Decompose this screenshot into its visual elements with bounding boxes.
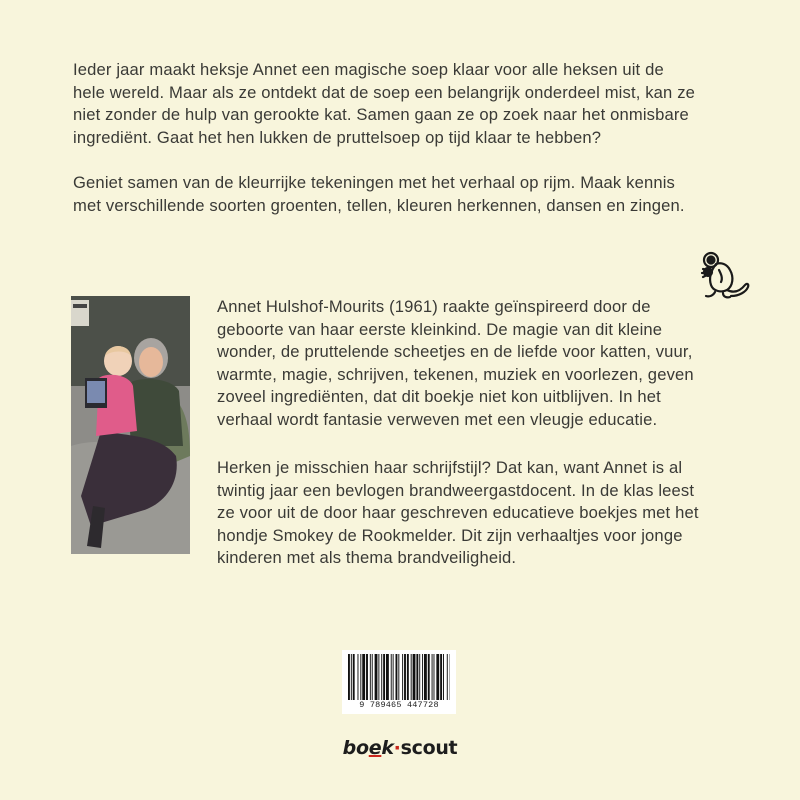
barcode-bar <box>358 654 359 700</box>
author-photo <box>71 296 190 554</box>
logo-text-k: k <box>381 737 394 759</box>
barcode-bar <box>381 654 382 700</box>
logo-text-bo: bo <box>342 737 369 759</box>
barcode-bar <box>386 654 389 700</box>
barcode-bar <box>434 654 435 700</box>
barcode-bar <box>383 654 385 700</box>
barcode-bar <box>447 654 448 700</box>
barcode-bar <box>416 654 418 700</box>
blurb-paragraph-1: Ieder jaar maakt heksje Annet een magische soep klaar voor alle heksen uit de hele wereld. Maar als ze ontdekt dat de soep een belangrijk onderdeel mist, kan ze niet zonder de hulp van gerookte kat. Samen gaan ze op zoek naar het onmisbare ingrediënt. Gaat het hen lukken de pruttelsoep op tijd klaar te hebben? <box>73 60 696 147</box>
barcode-bar <box>391 654 392 700</box>
barcode-bar <box>419 654 420 700</box>
barcode-bar <box>422 654 423 700</box>
barcode-bar <box>366 654 368 700</box>
barcode-bar <box>404 654 406 700</box>
barcode-bar <box>402 654 403 700</box>
barcode-bar <box>440 654 442 700</box>
publisher-logo <box>338 737 462 759</box>
barcode-bar <box>436 654 439 700</box>
logo-dot: · <box>393 737 401 759</box>
barcode-bar <box>411 654 412 700</box>
isbn-barcode <box>342 650 456 714</box>
barcode-bar <box>353 654 355 700</box>
barcode-bar <box>396 654 398 700</box>
barcode-bar <box>407 654 409 700</box>
mouse-icon <box>697 250 755 302</box>
barcode-bar <box>370 654 371 700</box>
barcode-bar <box>360 654 361 700</box>
barcode-bar <box>375 654 378 700</box>
barcode-bar <box>424 654 427 700</box>
logo-text-e: e <box>368 737 382 759</box>
blurb-paragraph-2: Geniet samen van de kleurrijke tekeningen met het verhaal op rijm. Maak kennis met verschillende soorten groenten, tellen, kleuren herkennen, dansen en zingen. <box>73 173 685 215</box>
author-bio-paragraph-1: Annet Hulshof-Mourits (1961) raakte geïnspireerd door de geboorte van haar eerste kleinkind. De magie van dit kleine wonder, de pruttelende scheetjes en de liefde voor katten, vuur, warmte, magie, schrijven, tekenen, muziek en voorlezen, geven zoveel ingrediënten, dat dit boekje niet kon uitblijven. In het verhaal wordt fantasie verweven met een vleugje educatie. <box>217 297 694 429</box>
author-bio-paragraph-2: Herken je misschien haar schrijfstijl? Dat kan, want Annet is al twintig jaar een bevlogen brandweergastdocent. In de klas leest ze voor uit de door haar geschreven educatieve boekjes met het hondje Smokey de Rookmelder. Dit zijn verhaaltjes voor jonge kinderen met als thema brandveiligheid. <box>217 458 699 568</box>
barcode-bar <box>432 654 433 700</box>
barcode-bar <box>398 654 399 700</box>
barcode-bar <box>362 654 365 700</box>
logo-text-scout: scout <box>400 737 458 759</box>
barcode-bar <box>351 654 352 700</box>
barcode-bar <box>378 654 379 700</box>
barcode-bar <box>443 654 444 700</box>
barcode-bar <box>393 654 394 700</box>
barcode-bar <box>413 654 416 700</box>
barcode-bar <box>348 654 350 700</box>
barcode-bar <box>428 654 430 700</box>
isbn-number: 9 789465 447728 <box>359 700 439 710</box>
barcode-bars <box>348 654 450 700</box>
barcode-bar <box>372 654 373 700</box>
